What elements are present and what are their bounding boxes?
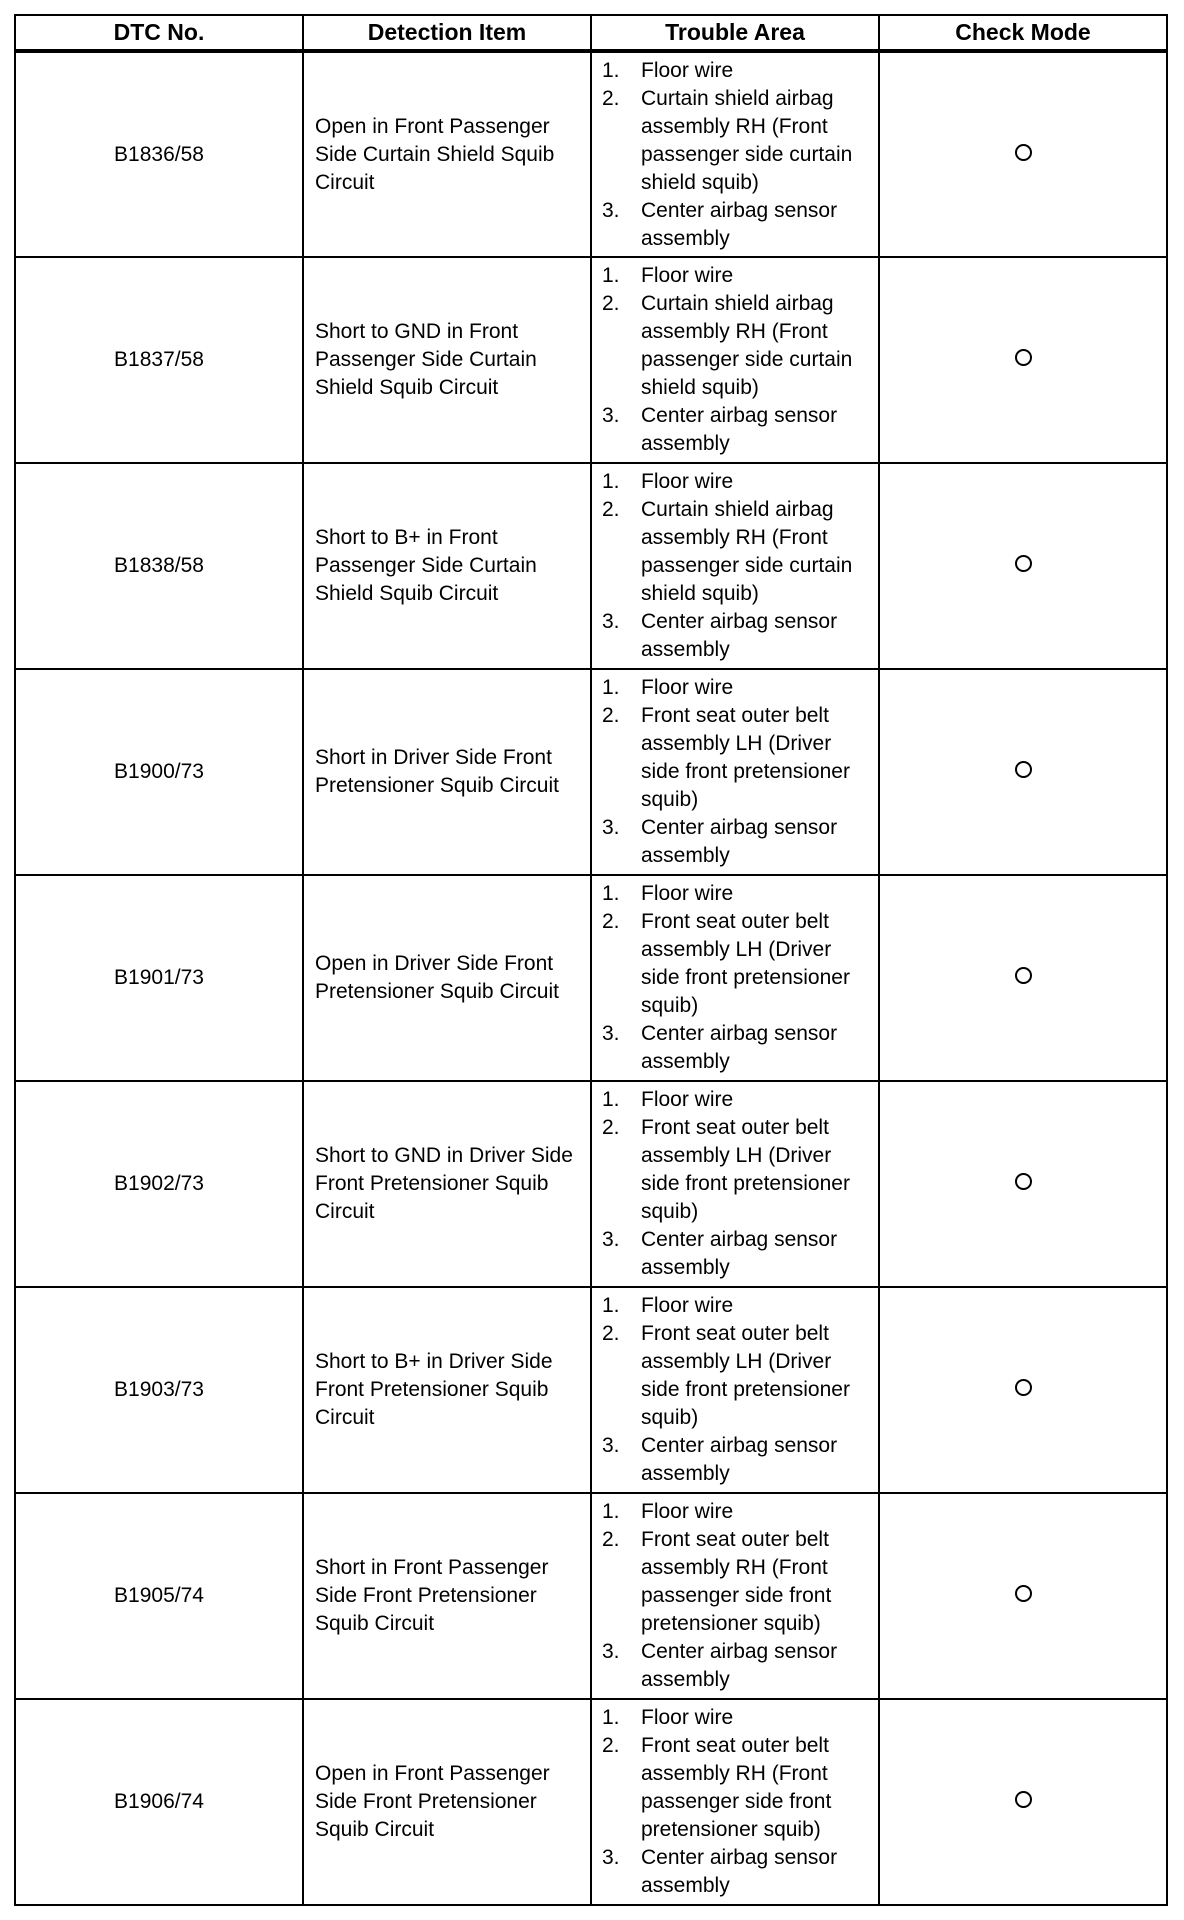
- trouble-area-text: Floor wire: [641, 58, 734, 82]
- trouble-area: [591, 1493, 879, 1699]
- dtc-code: B1900/73: [15, 669, 303, 875]
- table-row: [15, 875, 1167, 1081]
- dtc-code: B1836/58: [15, 51, 303, 257]
- trouble-area-number: 2.: [602, 704, 620, 727]
- trouble-area-number: 1.: [602, 1088, 620, 1111]
- trouble-area-item: [602, 608, 872, 664]
- trouble-area-item: [602, 57, 872, 85]
- check-mode-circle-icon: [1015, 761, 1032, 778]
- trouble-area-number: 1.: [602, 264, 620, 287]
- check-mode-circle-icon: [1015, 1585, 1032, 1602]
- trouble-area-item: [602, 702, 872, 814]
- trouble-area-item: [602, 1526, 872, 1638]
- dtc-table: [14, 14, 1168, 1906]
- trouble-area-text: Floor wire: [641, 264, 734, 287]
- trouble-area: [591, 669, 879, 875]
- detection-item: Short in Driver Side Front Pretensioner Squib Circuit: [303, 669, 591, 875]
- trouble-area-text: Center airbag sensor assembly: [641, 404, 838, 455]
- trouble-area-text: Floor wire: [641, 1500, 734, 1523]
- header-check-mode: Check Mode: [879, 15, 1167, 51]
- trouble-area-number: 1.: [602, 1706, 620, 1729]
- trouble-area-text: Front seat outer belt assembly RH (Front passenger side front pretensioner squib): [641, 1734, 832, 1841]
- trouble-area-text: Curtain shield airbag assembly RH (Front passenger side curtain shield squib): [641, 292, 853, 399]
- trouble-area-item: [602, 290, 872, 402]
- table-row: [15, 1493, 1167, 1699]
- trouble-area: [591, 1081, 879, 1287]
- check-mode-circle-icon: [1015, 1173, 1032, 1190]
- detection-item: Open in Front Passenger Side Curtain Shield Squib Circuit: [303, 51, 591, 257]
- dtc-code: B1838/58: [15, 463, 303, 669]
- header-trouble-area: Trouble Area: [591, 15, 879, 51]
- detection-item: Short in Front Passenger Side Front Pretensioner Squib Circuit: [303, 1493, 591, 1699]
- trouble-area-number: 3.: [602, 816, 620, 839]
- trouble-area-number: 3.: [602, 610, 620, 633]
- trouble-area-text: Front seat outer belt assembly LH (Driver side front pretensioner squib): [641, 1116, 850, 1223]
- trouble-area-number: 3.: [602, 1640, 620, 1663]
- trouble-area-text: Floor wire: [641, 1706, 734, 1729]
- check-mode: [879, 1081, 1167, 1287]
- trouble-area-text: Floor wire: [641, 1294, 734, 1317]
- dtc-code: B1906/74: [15, 1699, 303, 1905]
- trouble-area-item: [602, 674, 872, 702]
- trouble-area-number: 1.: [602, 58, 620, 82]
- trouble-area-list: [602, 1086, 872, 1282]
- trouble-area-number: 2.: [602, 292, 620, 315]
- trouble-area-item: [602, 1844, 872, 1900]
- detection-item: Open in Driver Side Front Pretensioner Squib Circuit: [303, 875, 591, 1081]
- header-row: [15, 15, 1167, 51]
- trouble-area-number: 2.: [602, 1734, 620, 1757]
- table-row: [15, 1699, 1167, 1905]
- trouble-area-number: 1.: [602, 882, 620, 905]
- detection-item: Short to B+ in Front Passenger Side Curtain Shield Squib Circuit: [303, 463, 591, 669]
- detection-item: Short to GND in Front Passenger Side Curtain Shield Squib Circuit: [303, 257, 591, 463]
- trouble-area-text: Center airbag sensor assembly: [641, 610, 838, 661]
- trouble-area-text: Curtain shield airbag assembly RH (Front passenger side curtain shield squib): [641, 86, 853, 194]
- trouble-area-list: [602, 57, 872, 253]
- check-mode-circle-icon: [1015, 1379, 1032, 1396]
- trouble-area-text: Curtain shield airbag assembly RH (Front passenger side curtain shield squib): [641, 498, 853, 605]
- dtc-code: B1902/73: [15, 1081, 303, 1287]
- trouble-area: [591, 1699, 879, 1905]
- check-mode: [879, 669, 1167, 875]
- trouble-area-item: [602, 908, 872, 1020]
- check-mode: [879, 1493, 1167, 1699]
- trouble-area-number: 2.: [602, 1528, 620, 1551]
- trouble-area-text: Center airbag sensor assembly: [641, 1228, 838, 1279]
- dtc-code: B1837/58: [15, 257, 303, 463]
- dtc-code: B1905/74: [15, 1493, 303, 1699]
- trouble-area-item: [602, 1432, 872, 1488]
- trouble-area-number: 3.: [602, 404, 620, 427]
- check-mode-circle-icon: [1015, 144, 1032, 161]
- trouble-area-number: 1.: [602, 1500, 620, 1523]
- dtc-code: B1901/73: [15, 875, 303, 1081]
- check-mode-circle-icon: [1015, 349, 1032, 366]
- header-dtc-no: DTC No.: [15, 15, 303, 51]
- trouble-area-item: [602, 1638, 872, 1694]
- table-row: [15, 669, 1167, 875]
- table-row: [15, 51, 1167, 257]
- trouble-area-number: 3.: [602, 1022, 620, 1045]
- table-row: [15, 463, 1167, 669]
- dtc-table-sheet: [14, 14, 1166, 1906]
- detection-item: Open in Front Passenger Side Front Pretensioner Squib Circuit: [303, 1699, 591, 1905]
- trouble-area-item: [602, 262, 872, 290]
- check-mode: [879, 463, 1167, 669]
- check-mode-circle-icon: [1015, 1791, 1032, 1808]
- trouble-area-text: Front seat outer belt assembly LH (Driver side front pretensioner squib): [641, 910, 850, 1017]
- table-row: [15, 1081, 1167, 1287]
- check-mode-circle-icon: [1015, 967, 1032, 984]
- trouble-area-item: [602, 496, 872, 608]
- dtc-code: B1903/73: [15, 1287, 303, 1493]
- trouble-area-number: 2.: [602, 1116, 620, 1139]
- trouble-area-text: Front seat outer belt assembly LH (Driver side front pretensioner squib): [641, 704, 850, 811]
- trouble-area-number: 3.: [602, 1434, 620, 1457]
- trouble-area-item: [602, 1020, 872, 1076]
- check-mode: [879, 1287, 1167, 1493]
- trouble-area-text: Floor wire: [641, 470, 734, 493]
- trouble-area-number: 1.: [602, 470, 620, 493]
- table-row: [15, 257, 1167, 463]
- trouble-area-number: 3.: [602, 198, 620, 222]
- detection-item: Short to B+ in Driver Side Front Pretensioner Squib Circuit: [303, 1287, 591, 1493]
- trouble-area-item: [602, 814, 872, 870]
- trouble-area-item: [602, 85, 872, 197]
- check-mode-circle-icon: [1015, 555, 1032, 572]
- table-body: [15, 51, 1167, 1905]
- trouble-area-text: Center airbag sensor assembly: [641, 1846, 838, 1897]
- trouble-area: [591, 51, 879, 257]
- trouble-area-text: Floor wire: [641, 676, 734, 699]
- trouble-area-item: [602, 402, 872, 458]
- trouble-area-list: [602, 1704, 872, 1900]
- trouble-area-item: [602, 468, 872, 496]
- trouble-area-number: 1.: [602, 676, 620, 699]
- trouble-area-list: [602, 468, 872, 664]
- trouble-area-item: [602, 1732, 872, 1844]
- trouble-area-list: [602, 1292, 872, 1488]
- trouble-area-item: [602, 1320, 872, 1432]
- trouble-area-text: Center airbag sensor assembly: [641, 1022, 838, 1073]
- trouble-area-number: 2.: [602, 498, 620, 521]
- header-detection-item: Detection Item: [303, 15, 591, 51]
- trouble-area-item: [602, 1114, 872, 1226]
- check-mode: [879, 875, 1167, 1081]
- check-mode: [879, 257, 1167, 463]
- trouble-area-item: [602, 1226, 872, 1282]
- trouble-area-list: [602, 1498, 872, 1694]
- trouble-area-text: Front seat outer belt assembly RH (Front passenger side front pretensioner squib): [641, 1528, 832, 1635]
- trouble-area-text: Floor wire: [641, 1088, 734, 1111]
- trouble-area-text: Floor wire: [641, 882, 734, 905]
- trouble-area-item: [602, 1704, 872, 1732]
- trouble-area-number: 1.: [602, 1294, 620, 1317]
- trouble-area-list: [602, 262, 872, 458]
- trouble-area-item: [602, 197, 872, 253]
- trouble-area-item: [602, 880, 872, 908]
- detection-item: Short to GND in Driver Side Front Pretensioner Squib Circuit: [303, 1081, 591, 1287]
- table-row: [15, 1287, 1167, 1493]
- trouble-area-list: [602, 674, 872, 870]
- trouble-area-item: [602, 1086, 872, 1114]
- check-mode: [879, 1699, 1167, 1905]
- trouble-area-item: [602, 1498, 872, 1526]
- trouble-area-text: Center airbag sensor assembly: [641, 816, 838, 867]
- trouble-area-list: [602, 880, 872, 1076]
- trouble-area: [591, 463, 879, 669]
- trouble-area-text: Center airbag sensor assembly: [641, 198, 838, 250]
- trouble-area: [591, 875, 879, 1081]
- trouble-area-number: 2.: [602, 86, 620, 110]
- trouble-area-number: 3.: [602, 1228, 620, 1251]
- trouble-area: [591, 257, 879, 463]
- trouble-area-number: 3.: [602, 1846, 620, 1869]
- check-mode: [879, 51, 1167, 257]
- trouble-area-text: Front seat outer belt assembly LH (Driver side front pretensioner squib): [641, 1322, 850, 1429]
- trouble-area: [591, 1287, 879, 1493]
- trouble-area-number: 2.: [602, 910, 620, 933]
- table-header: [15, 15, 1167, 51]
- trouble-area-text: Center airbag sensor assembly: [641, 1640, 838, 1691]
- trouble-area-text: Center airbag sensor assembly: [641, 1434, 838, 1485]
- trouble-area-item: [602, 1292, 872, 1320]
- trouble-area-number: 2.: [602, 1322, 620, 1345]
